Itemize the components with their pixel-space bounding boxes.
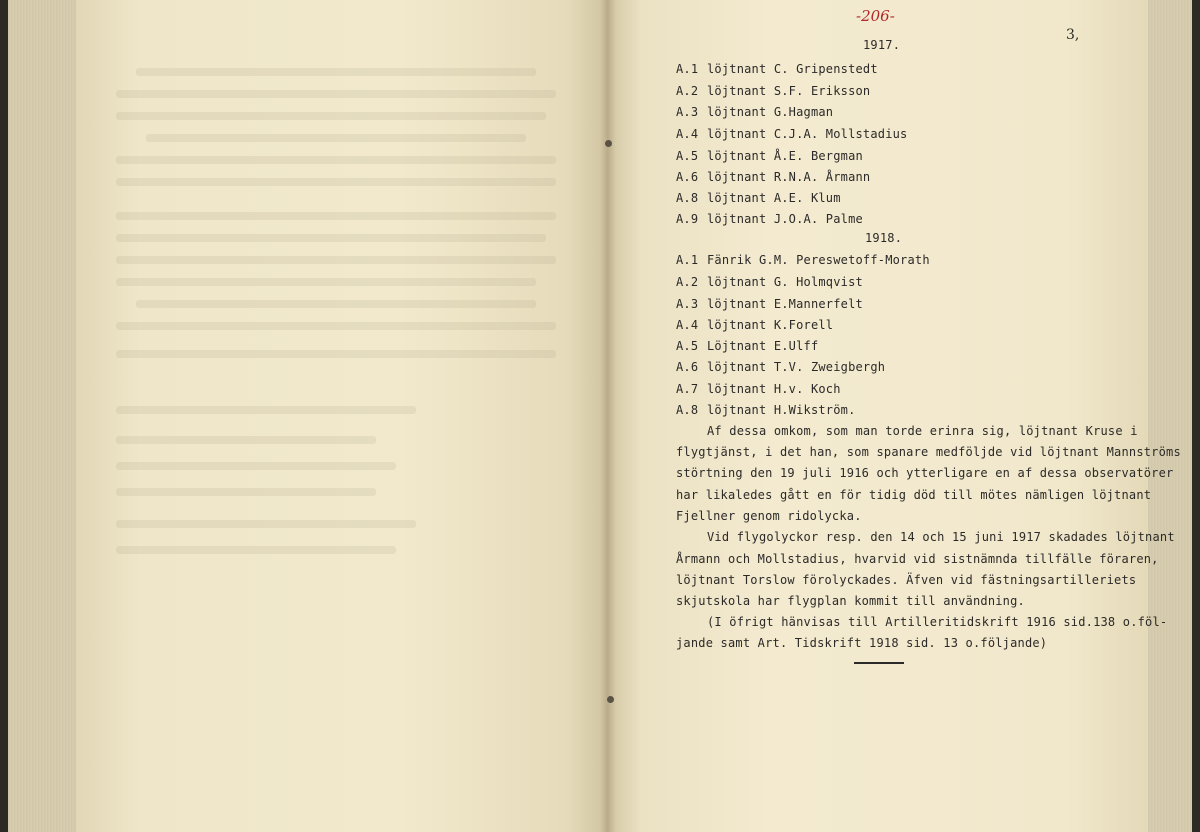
body-line: har likaledes gått en för tidig död till mötes nämligen löjtnant xyxy=(676,488,1152,502)
page-number: 3, xyxy=(1066,27,1080,43)
entry-id: A.1 xyxy=(676,62,699,76)
body-line: jande samt Art. Tidskrift 1918 sid. 13 o.följande) xyxy=(676,636,1048,650)
entry-name: löjtnant G. Holmqvist xyxy=(707,275,863,289)
entry-id: A.6 xyxy=(676,170,699,184)
entry-name: löjtnant S.F. Eriksson xyxy=(707,84,871,98)
right-page-edges xyxy=(1148,0,1192,832)
entry-name: löjtnant G.Hagman xyxy=(707,105,834,119)
entry-id: A.3 xyxy=(676,297,699,311)
body-line: (I öfrigt hänvisas till Artilleritidskrift 1916 sid.138 o.föl- xyxy=(707,615,1168,629)
archive-number: -206- xyxy=(856,7,895,25)
entry-id: A.5 xyxy=(676,339,699,353)
entry-name: löjtnant H.Wikström. xyxy=(707,403,856,417)
book-gutter xyxy=(600,0,616,832)
year-heading-1917: 1917. xyxy=(863,38,901,52)
entry-name: Fänrik G.M. Pereswetoff-Morath xyxy=(707,253,930,267)
entry-name: löjtnant A.E. Klum xyxy=(707,191,841,205)
binding-hole xyxy=(605,140,612,147)
entry-id: A.7 xyxy=(676,382,699,396)
body-line: Årmann och Mollstadius, hvarvid vid sistnämnda tillfälle föraren, xyxy=(676,552,1159,566)
entry-id: A.8 xyxy=(676,191,699,205)
entry-id: A.2 xyxy=(676,84,699,98)
body-line: störtning den 19 juli 1916 och ytterligare en af dessa observatörer xyxy=(676,466,1174,480)
body-line: Vid flygolyckor resp. den 14 och 15 juni 1917 skadades löjtnant xyxy=(707,530,1175,544)
entry-name: löjtnant E.Mannerfelt xyxy=(707,297,863,311)
body-line: Fjellner genom ridolycka. xyxy=(676,509,862,523)
entry-id: A.6 xyxy=(676,360,699,374)
entry-id: A.3 xyxy=(676,105,699,119)
entry-id: A.4 xyxy=(676,318,699,332)
binding-hole xyxy=(607,696,614,703)
entry-name: Löjtnant E.Ulff xyxy=(707,339,819,353)
body-line: Af dessa omkom, som man torde erinra sig, löjtnant Kruse i xyxy=(707,424,1138,438)
entry-id: A.5 xyxy=(676,149,699,163)
left-page-edges xyxy=(8,0,78,832)
entry-id: A.9 xyxy=(676,212,699,226)
entry-name: löjtnant C. Gripenstedt xyxy=(707,62,878,76)
entry-id: A.8 xyxy=(676,403,699,417)
body-line: löjtnant Torslow förolyckades. Äfven vid fästningsartilleriets xyxy=(676,573,1137,587)
left-page-blank xyxy=(76,0,608,832)
year-heading-1918: 1918. xyxy=(865,231,903,245)
closing-rule xyxy=(854,662,904,664)
entry-id: A.2 xyxy=(676,275,699,289)
entry-id: A.4 xyxy=(676,127,699,141)
body-line: skjutskola har flygplan kommit till användning. xyxy=(676,594,1025,608)
entry-id: A.1 xyxy=(676,253,699,267)
entry-name: löjtnant R.N.A. Årmann xyxy=(707,170,871,184)
entry-name: löjtnant T.V. Zweigbergh xyxy=(707,360,886,374)
entry-name: löjtnant H.v. Koch xyxy=(707,382,841,396)
entry-name: löjtnant J.O.A. Palme xyxy=(707,212,863,226)
entry-name: löjtnant K.Forell xyxy=(707,318,834,332)
body-line: flygtjänst, i det han, som spanare medföljde vid löjtnant Mannströms xyxy=(676,445,1181,459)
entry-name: löjtnant C.J.A. Mollstadius xyxy=(707,127,908,141)
entry-name: löjtnant Å.E. Bergman xyxy=(707,149,863,163)
